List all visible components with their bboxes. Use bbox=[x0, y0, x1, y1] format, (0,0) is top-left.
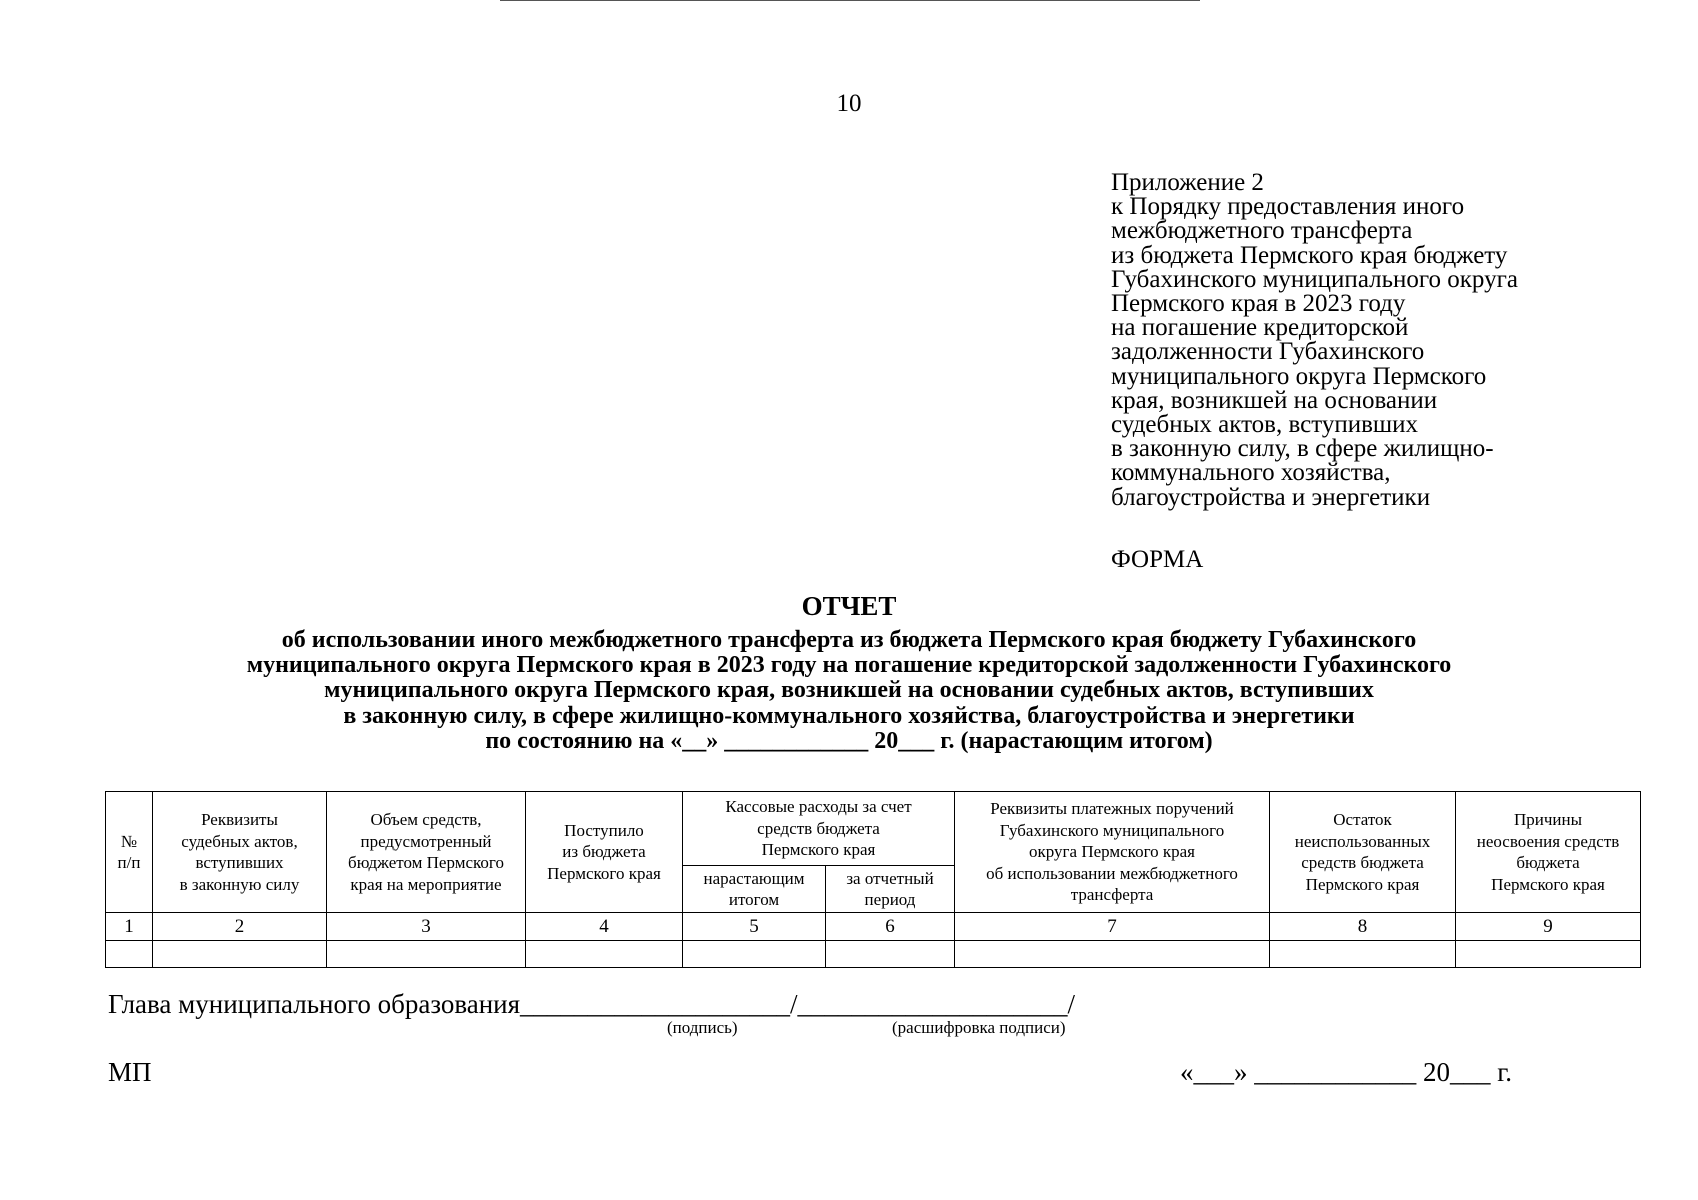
column-number: 6 bbox=[826, 913, 955, 941]
empty-cell bbox=[526, 941, 683, 968]
header-reasons: Причины неосвоения средств бюджета Пермского края bbox=[1456, 792, 1641, 913]
column-number: 2 bbox=[153, 913, 327, 941]
column-number: 9 bbox=[1456, 913, 1641, 941]
empty-cell bbox=[683, 941, 826, 968]
header-planned-funds: Объем средств, предусмотренный бюджетом Пермского края на мероприятие bbox=[327, 792, 526, 913]
column-number: 5 bbox=[683, 913, 826, 941]
empty-cell bbox=[955, 941, 1270, 968]
column-number: 3 bbox=[327, 913, 526, 941]
empty-cell bbox=[327, 941, 526, 968]
empty-cell bbox=[106, 941, 153, 968]
page-number: 10 bbox=[836, 90, 862, 117]
header-number: № п/п bbox=[106, 792, 153, 913]
empty-cell bbox=[153, 941, 327, 968]
stamp-place: МП bbox=[108, 1057, 152, 1087]
table-row-column-numbers bbox=[106, 913, 1641, 941]
column-number: 1 bbox=[106, 913, 153, 941]
header-reporting-period: за отчетный период bbox=[826, 866, 955, 913]
empty-cell bbox=[826, 941, 955, 968]
head-signature-line: Глава муниципального образования____________________/____________________/ bbox=[108, 989, 1076, 1019]
header-cash-expenses: Кассовые расходы за счет средств бюджета Пермского края bbox=[683, 792, 955, 866]
header-payment-orders: Реквизиты платежных поручений Губахинского муниципального округа Пермского края об использовании межбюджетного трансферта bbox=[955, 792, 1270, 913]
date-line: «___» ____________ 20___ г. bbox=[1180, 1057, 1513, 1087]
column-number: 4 bbox=[526, 913, 683, 941]
header-court-acts: Реквизиты судебных актов, вступивших в законную силу bbox=[153, 792, 327, 913]
appendix-block: Приложение 2 к Порядку предоставления иного межбюджетного трансферта из бюджета Пермского края бюджету Губахинского муниципального округа Пермского края в 2023 году на погашение кредиторской задолженности Губахинского муниципального округа Пермского края, возникшей на основании судебных актов, вступивших в законную силу, в сфере жилищно- коммунального хозяйства, благоустройства и энергетики bbox=[1111, 169, 1518, 511]
header-balance: Остаток неиспользованных средств бюджета Пермского края bbox=[1270, 792, 1456, 913]
empty-cell bbox=[1270, 941, 1456, 968]
report-title: ОТЧЕТ bbox=[801, 591, 897, 621]
signature-caption: (подпись) bbox=[667, 1018, 738, 1037]
header-received: Поступило из бюджета Пермского края bbox=[526, 792, 683, 913]
column-number: 7 bbox=[955, 913, 1270, 941]
signature-decoding-caption: (расшифровка подписи) bbox=[892, 1018, 1066, 1037]
header-cumulative: нарастающим итогом bbox=[683, 866, 826, 913]
empty-cell bbox=[1456, 941, 1641, 968]
report-subtitle: об использовании иного межбюджетного трансферта из бюджета Пермского края бюджету Губахинского муниципального округа Пермского края в 2023 году на погашение кредиторской задолженности Губахинского муниципального округа Пермского края, возникшей на основании судебных актов, вступивших в законную силу, в сфере жилищно-коммунального хозяйства, благоустройства и энергетики по состоянию на «__» ____________ 20___ г. (нарастающим итогом) bbox=[246, 627, 1452, 754]
top-edge-rule bbox=[500, 0, 1200, 1]
report-table bbox=[105, 791, 1641, 968]
table-row-empty bbox=[106, 941, 1641, 968]
table-header-row bbox=[106, 792, 1641, 866]
column-number: 8 bbox=[1270, 913, 1456, 941]
form-label: ФОРМА bbox=[1111, 546, 1204, 573]
